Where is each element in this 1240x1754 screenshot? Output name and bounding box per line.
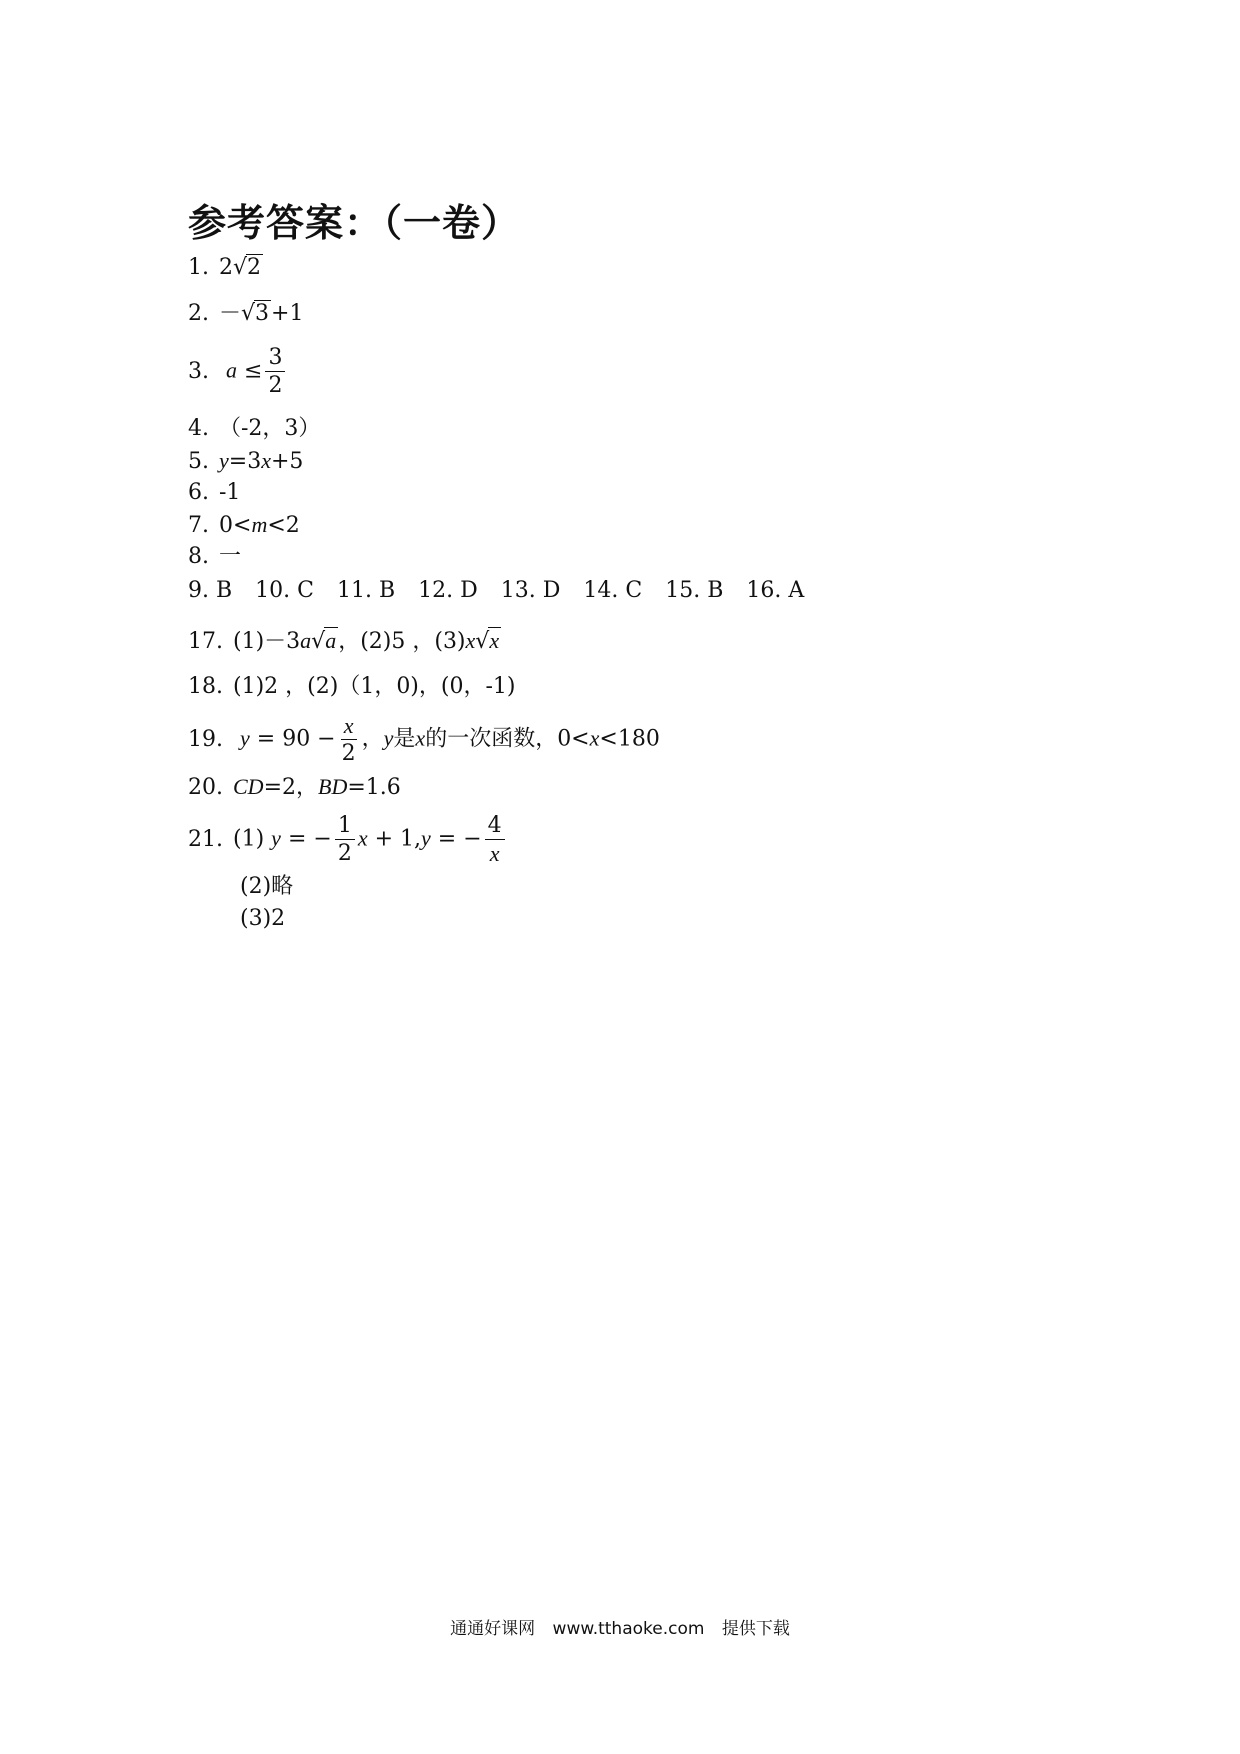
answer-3: 3. a ≤ $\frac{3}{2}$	[188, 346, 288, 397]
fraction: $\frac{4}{x}$	[485, 814, 505, 865]
footer	[0, 1614, 1240, 1639]
fraction: $\frac{x}{2}$	[341, 713, 356, 767]
sqrt-expression: √3	[241, 301, 270, 326]
answer-4: 4. （-2，3）	[188, 416, 321, 441]
sqrt-expression: √2	[233, 255, 262, 280]
fraction: $\frac{1}{2}$	[335, 814, 355, 865]
answer-1: 1. 2√2	[188, 255, 262, 280]
answer-19: 19. y = 90 − $\frac{x}{2}$ ，y是x的一次函数，0<x<180	[188, 713, 660, 767]
answer-multiple-choice: 9. B 10. C 11. B 12. D 13. D 14. C 15. B 16. A	[188, 578, 805, 603]
answer-21-part-3: (3)2	[240, 906, 286, 931]
footer-action: 提供下载	[721, 1619, 790, 1639]
answer-17: 17. (1)－3a√a，(2)5 ，(3)x√x	[188, 628, 500, 654]
answer-6: 6. -1	[188, 480, 241, 505]
answer-21: 21. (1) y = − $\frac{1}{2}$ x + 1,y = − $\frac{4}{x}$	[188, 814, 508, 865]
sqrt-expression: √a	[311, 628, 337, 654]
answer-5: 5. y=3x+5	[188, 448, 304, 474]
answer-8: 8. 一	[188, 544, 242, 569]
footer-url[interactable]: www.tthaoke.com	[552, 1619, 705, 1639]
sqrt-expression: √x	[475, 628, 500, 654]
fraction: $\frac{3}{2}$	[265, 346, 285, 397]
answer-2: 2. －√3+1	[188, 301, 304, 326]
answer-21-part-2: (2)略	[240, 874, 294, 899]
footer-site: 通通好课网	[450, 1619, 536, 1639]
answer-7: 7. 0<m<2	[188, 512, 300, 538]
page-title: 参考答案：（一卷）	[188, 201, 521, 245]
answer-20: 20. CD=2，BD=1.6	[188, 774, 401, 800]
answer-18: 18. (1)2 ，(2)（1，0)，(0，-1)	[188, 674, 516, 699]
